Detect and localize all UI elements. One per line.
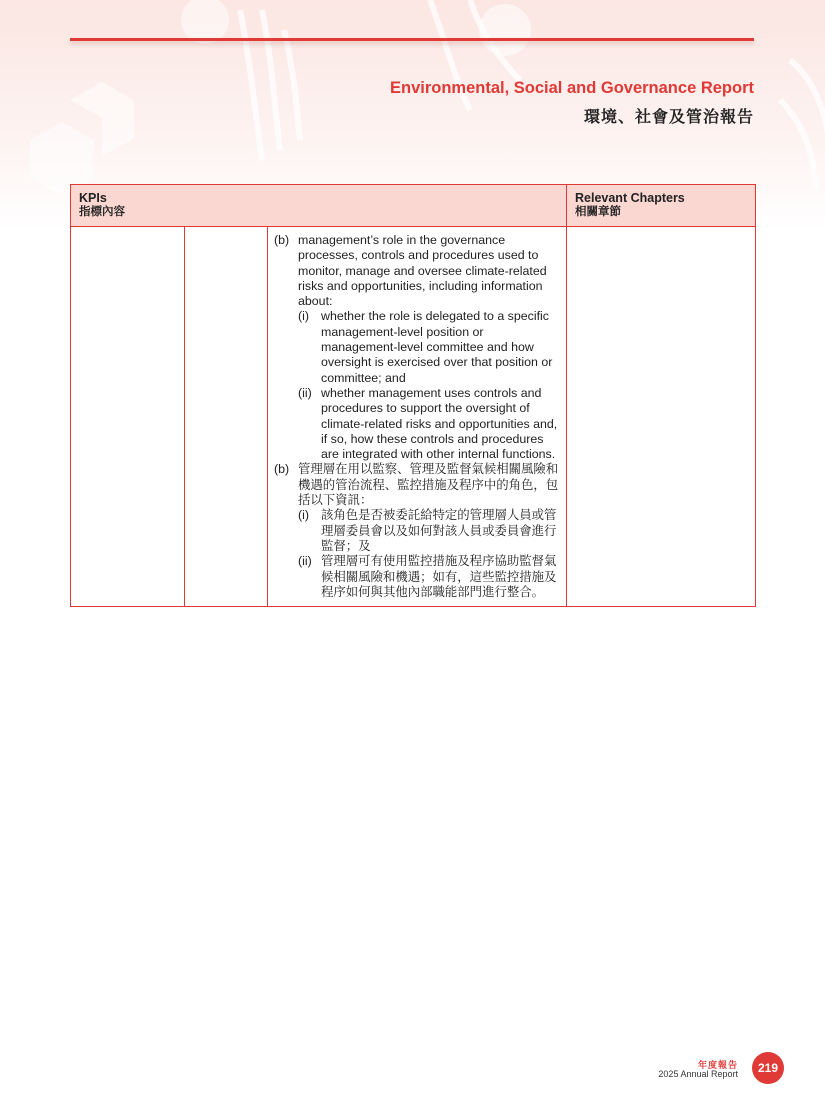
sub-item-ii-chinese bbox=[298, 554, 562, 600]
chapters-header-label-chinese: 相關章節 bbox=[575, 206, 621, 218]
item-b-english bbox=[274, 233, 562, 462]
kpi-aspect-cell bbox=[71, 227, 185, 607]
item-marker: (b) bbox=[274, 462, 290, 477]
sub-item-marker: (ii) bbox=[298, 385, 312, 400]
sub-item-ii-english bbox=[298, 386, 562, 462]
page-number-badge: 219 bbox=[752, 1052, 784, 1084]
report-title: Environmental, Social and Governance Report bbox=[389, 79, 754, 97]
table-header-row bbox=[71, 185, 756, 227]
kpi-table bbox=[70, 184, 756, 607]
item-marker: (b) bbox=[274, 233, 290, 247]
sub-item-marker: (ii) bbox=[298, 554, 312, 569]
item-b-chinese bbox=[274, 462, 562, 600]
table-row bbox=[71, 227, 756, 607]
kpis-header-label-chinese: 指標內容 bbox=[79, 206, 125, 218]
sub-item-marker: (i) bbox=[298, 309, 310, 324]
sub-item-text: 該角色是否被委託給特定的管理層人員或管理層委員會以及如何對該人員或委員會進行監督；及 bbox=[321, 508, 557, 553]
sub-item-text: 管理層可有使用監控措施及程序協助監督氣候相關風險和機遇；如有，這些監控措施及程序如何與其他內部職能部門進行整合。 bbox=[321, 554, 557, 599]
header-rule bbox=[70, 38, 754, 41]
sub-item-text: whether management uses controls and procedures to support the oversight of climate-related risks and opportunities and, if so, how these controls and procedures are integrated with other internal functions. bbox=[321, 385, 558, 462]
kpis-header-label: KPIs bbox=[79, 191, 107, 205]
item-text: 管理層在用以監察、管理及監督氣候相關風險和機遇的管治流程、監控措施及程序中的角色，包括以下資訊： bbox=[298, 462, 559, 508]
chapters-column-header bbox=[567, 185, 756, 227]
sub-item-marker: (i) bbox=[298, 508, 310, 523]
footer-annual-report-chinese: 年度報告 bbox=[697, 1060, 738, 1070]
footer-annual-report: 2025 Annual Report bbox=[658, 1069, 738, 1079]
sub-item-i-english bbox=[298, 309, 562, 385]
kpis-column-header bbox=[71, 185, 567, 227]
sub-item-i-chinese bbox=[298, 508, 562, 554]
sub-item-text: whether the role is delegated to a specific management-level position or management-level committee and how oversight is exercised over that position or committee; and bbox=[321, 309, 553, 385]
item-text: management’s role in the governance processes, controls and procedures used to monitor, manage and oversee climate-related risks and opportunities, including information about: bbox=[298, 233, 547, 309]
chapters-header-label: Relevant Chapters bbox=[575, 191, 685, 205]
relevant-chapters-cell bbox=[567, 227, 756, 607]
kpi-code-cell bbox=[185, 227, 268, 607]
kpi-description-cell bbox=[268, 227, 567, 607]
report-title-chinese: 環境、社會及管治報告 bbox=[583, 109, 754, 126]
